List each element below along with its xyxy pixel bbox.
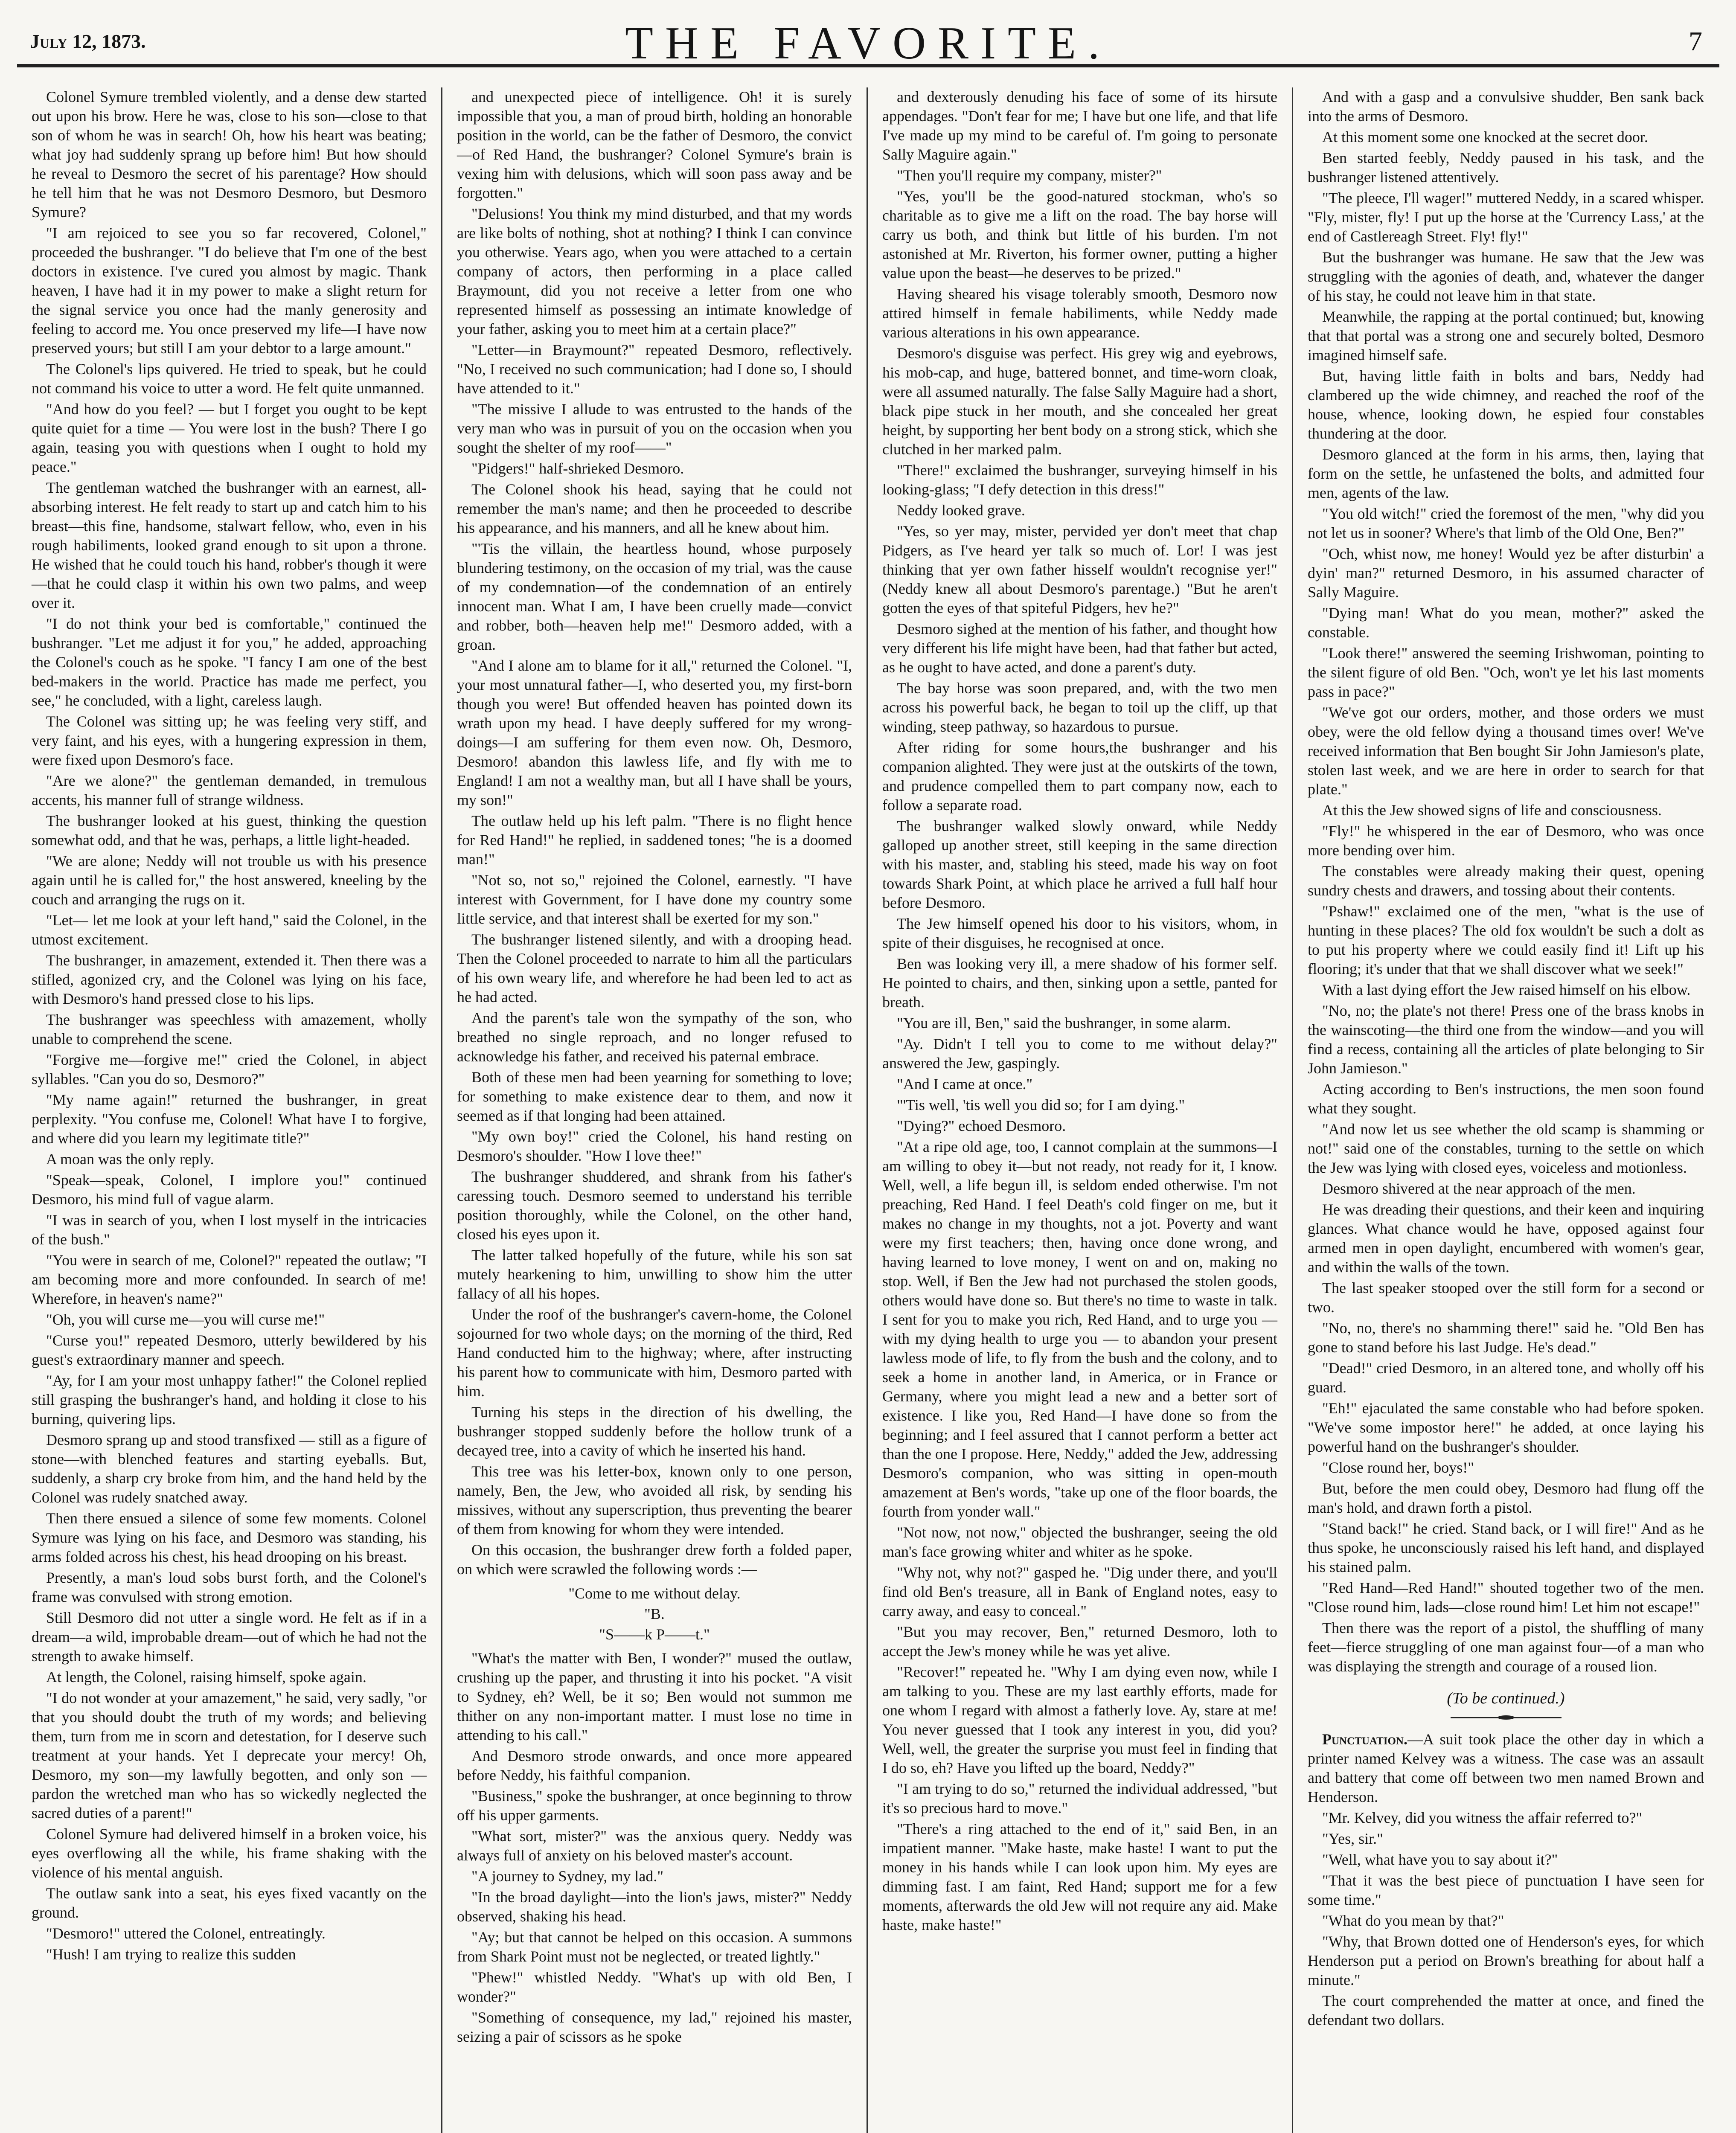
paragraph: "At a ripe old age, too, I cannot complain at the summons—I am willing to obey it—but not ready, not ready for it, I know. Well, well, a life begun ill, is seldom ended otherwise. I'm not preaching, Red Hand. I feel Death's cold finger on me, but it makes no change in my thoughts, not a jot. Poverty and want were my first teachers; then, having once done wrong, and having learned to love money, I went on and on, making no stop. Well, if Ben the Jew had not purchased the stolen goods, others would have done so. But there's no time to waste in talk. I sent for you to make you rich, Red Hand, and to urge you — with my dying health to urge you — to abandon your present lawless mode of life, to fly from the bush and the colony, and to seek a home in another land, in America, or in France or Germany, where you might lead a new and a better sort of existence. I like you, Red Hand—I have done so from the beginning; and I feel assured that I cannot perform a better act than the one I propose. Here, Neddy," added the Jew, addressing Desmoro's companion, who was sitting in open-mouth amazement at Ben's words, "take up one of the floor boards, the fourth from yonder wall." [882,1138,1277,1520]
paragraph: "Pshaw!" exclaimed one of the men, "what is the use of hunting in these places? The old fox wouldn't be such a dolt as to put his property where we could easily find it! Lift up his flooring; it's under that that we shall discover what we seek!" [1308,903,1704,977]
to-be-continued: (To be continued.) [1447,1689,1565,1707]
paragraph: "Something of consequence, my lad," rejoined his master, seizing a pair of scissors as he spoke [457,2009,852,2045]
paragraph: "Are we alone?" the gentleman demanded, in tremulous accents, his manner full of strange wildness. [32,772,427,808]
paragraph: The bushranger shuddered, and shrank from his father's caressing touch. Desmoro seemed to understand his terrible position thoroughly, while the Colonel, on the other hand, closed his eyes upon it. [457,1168,852,1243]
paragraph: "But you may recover, Ben," returned Desmoro, loth to accept the Jew's money while he was yet alive. [882,1623,1277,1659]
paragraph: The constables were already making their quest, opening sundry chests and drawers, and tossing about their contents. [1308,863,1704,899]
paragraph: This tree was his letter-box, known only to one person, namely, Ben, the Jew, who avoided all risk, by sending his missives, without any superscription, thus preventing the bearer of them from knowing for whom they were intended. [457,1463,852,1537]
paragraph: "Dying?" echoed Desmoro. [897,1117,1066,1134]
paragraph: "Oh, you will curse me—you will curse me!" [46,1311,325,1328]
letter-line: "B. [644,1605,665,1622]
punctuation-item-body [1308,1808,1704,2030]
paragraph: and dexterously denuding his face of some of its hirsute appendages. "Don't fear for me; I have but one life, and that life I've made up my mind to be careful of. I'm going to personate Sally Maguire again." [882,88,1277,163]
paragraph: The bushranger listened silently, and with a drooping head. Then the Colonel proceeded to narrate to him all the particulars of his own weary life, and wherefore he had been led to act as he had acted. [457,931,852,1005]
paragraph: Desmoro shivered at the near approach of the men. [1322,1180,1636,1197]
paragraph: The outlaw held up his left palm. "There is no flight hence for Red Hand!" he replied, in saddened tones; "he is a doomed man!" [457,812,852,868]
paragraph: "No, no, there's no shamming there!" said he. "Old Ben has gone to stand before his last Judge. He's dead." [1308,1319,1704,1356]
paragraph: "Och, whist now, me honey! Would yez be after disturbin' a dyin' man?" returned Desmoro, in his assumed character of Sally Maguire. [1308,545,1704,601]
paragraph: "Fly!" he whispered in the ear of Desmoro, who was once more bending over him. [1308,822,1704,859]
paragraph: Ben started feebly, Neddy paused in his task, and the bushranger listened attentively. [1308,149,1704,186]
paragraph: Neddy looked grave. [897,502,1025,519]
paragraph: "Yes, you'll be the good-natured stockman, who's so charitable as to give me a lift on the road. The bay horse will carry us both, and think but little of his burden. I'm not astonished at Mr. Riverton, his former owner, putting a higher value upon the beast—he deserves to be prized." [882,188,1277,282]
paragraph: "Business," spoke the bushranger, at once beginning to throw off his upper garments. [457,1787,852,1824]
paragraph: And Desmoro strode onwards, and once more appeared before Neddy, his faithful companion. [457,1747,852,1784]
paragraph: "What sort, mister?" was the anxious query. Neddy was always full of anxiety on his beloved master's account. [457,1828,852,1864]
paragraph: "'Tis well, 'tis well you did so; for I am dying." [897,1096,1185,1113]
paragraph: At length, the Colonel, raising himself, spoke again. [46,1668,366,1685]
paragraph: "Close round her, boys!" [1322,1459,1474,1476]
paragraph: "Dead!" cried Desmoro, in an altered tone, and wholly off his guard. [1308,1360,1704,1396]
paragraph: "What's the matter with Ben, I wonder?" mused the outlaw, crushing up the paper, and thrusting it into his pocket. "A visit to Sydney, eh? Well, be it so; Ben would not summon me thither on any non-important matter. I must lose no time in attending to his call." [457,1650,852,1744]
issue-date: July 12, 1873. [30,30,146,52]
paragraph: Both of these men had been yearning for something to love; for something to make existence dear to them, and now it seemed as if that longing had been attained. [457,1069,852,1124]
punctuation-item-lead [1308,1730,1704,1807]
paragraph: "Why, that Brown dotted one of Henderson's eyes, for which Henderson put a period on Brown's breathing for about half a minute." [1308,1933,1704,1988]
paragraph: "Well, what have you to say about it?" [1322,1851,1558,1868]
newspaper-title: THE FAVORITE. [625,18,1111,69]
paragraph: Still Desmoro did not utter a single word. He felt as if in a dream—a wild, improbable dream—out of which he had not the strength to awake himself. [32,1609,427,1665]
paragraph: "I do not wonder at your amazement," he said, very sadly, "or that you should doubt the truth of my words; and believing them, turn from me in scorn and detestation, for I deserve such treatment at your hands. Yet I deprecate your mercy! Oh, Desmoro, my son—my lawfully begotten, and only son — pardon the wretched man who has so wickedly neglected the sacred duties of a parent!" [32,1689,427,1822]
column-2-body [457,87,852,1579]
paragraph: The court comprehended the matter at once, and fined the defendant two dollars. [1308,1992,1704,2028]
paragraph: Colonel Symure had delivered himself in a broken voice, his eyes overflowing all the while, his frame shaking with the violence of his mental anguish. [32,1825,427,1881]
masthead [17,0,1719,67]
paragraph: "We've got our orders, mother, and those orders we must obey, were the old fellow dying a thousand times over! We've received information that Ben bought Sir John Jamieson's plate, stolen last week, and we are here in order to search for that plate." [1308,704,1704,798]
column-2 [442,87,868,2133]
paragraph: "Letter—in Braymount?" repeated Desmoro, reflectively. "No, I received no such communication; had I done so, I should have attended to it." [457,341,852,397]
paragraph: "My name again!" returned the bushranger, in great perplexity. "You confuse me, Colonel! What have I to forgive, and where did you learn my legitimate title?" [32,1091,427,1147]
column-1 [17,87,442,2133]
section-divider [1451,1715,1562,1720]
paragraph: "And how do you feel? — but I forget you ought to be kept quite quiet for a time — You were lost in the bush? There I go again, teasing you with questions when I ought to hold my peace." [32,401,427,475]
paragraph: "In the broad daylight—into the lion's jaws, mister?" Neddy observed, shaking his head. [457,1889,852,1925]
column-2-body-continued [457,1649,852,2046]
article-columns [17,87,1719,2133]
paragraph: "Then you'll require my company, mister?" [897,167,1162,184]
paragraph: At this moment some one knocked at the secret door. [1322,128,1648,145]
paragraph: Having sheared his visage tolerably smooth, Desmoro now attired himself in female habiliments, while Neddy made various alterations in his own appearance. [882,285,1277,341]
paragraph: Then there was the report of a pistol, the shuffling of many feet—fierce struggling of one man against four—of a man who was displaying the strength and courage of a roused lion. [1308,1619,1704,1675]
paragraph: The latter talked hopefully of the future, while his son sat mutely hearkening to him, unwilling to show him the utter fallacy of all his hopes. [457,1247,852,1302]
paragraph: Under the roof of the bushranger's cavern-home, the Colonel sojourned for two whole days; on the morning of the third, Red Hand conducted him to the highway; where, after instructing his parent how to communicate with him, Desmoro parted with him. [457,1306,852,1400]
paragraph: The outlaw sank into a seat, his eyes fixed vacantly on the ground. [32,1885,427,1921]
paragraph: The Colonel shook his head, saying that he could not remember the man's name; and then he proceeded to describe his appearance, and his manners, and all he knew about him. [457,481,852,536]
paragraph: "'Tis the villain, the heartless hound, whose purposely blundering testimony, on the occasion of my trial, was the cause of my condemnation—of the condemnation of an entirely innocent man. What I am, I have been cruelly made—convict and robber, both—heaven help me!" Desmoro added, with a groan. [457,540,852,653]
paragraph: With a last dying effort the Jew raised himself on his elbow. [1322,981,1691,998]
paragraph: He was dreading their questions, and their keen and inquiring glances. What chance would he have, opposed against four armed men in open daylight, encumbered with women's gear, and within the walls of the town. [1308,1201,1704,1276]
paragraph: "Red Hand—Red Hand!" shouted together two of the men. "Close round him, lads—close round him! Let him not escape!" [1308,1579,1704,1616]
paragraph: Desmoro sprang up and stood transfixed — still as a figure of stone—with blenched features and starting eyeballs. But, suddenly, a sharp cry broke from him, and the hand held by the Colonel was rudely snatched away. [32,1431,427,1506]
scrawled-letter [457,1583,852,1645]
paragraph: "Curse you!" repeated Desmoro, utterly bewildered by his guest's extraordinary manner and speech. [32,1332,427,1368]
paragraph: But the bushranger was humane. He saw that the Jew was struggling with the agonies of death, and, whatever the danger of his stay, he could not leave him in that state. [1308,249,1704,304]
paragraph: "Why not, why not?" gasped he. "Dig under there, and you'll find old Ben's treasure, all in Bank of England notes, easy to carry away, and easy to conceal." [882,1564,1277,1619]
paragraph: "Stand back!" he cried. Stand back, or I will fire!" And as he thus spoke, he unconsciously raised his left hand, and displayed his stained palm. [1308,1520,1704,1575]
paragraph: "And I alone am to blame for it all," returned the Colonel. "I, your most unnatural father—I, who deserted you, my first-born though you were! But offended heaven has pointed down its wrath upon my head. I have deeply suffered for my wrong-doings—I am suffering for them even now. Oh, Desmoro, Desmoro! abandon this lawless life, and fly with me to England! I am not a wealthy man, but all I have shall be yours, my son!" [457,657,852,808]
paragraph: The Colonel's lips quivered. He tried to speak, but he could not command his voice to utter a word. He felt quite unmanned. [32,360,427,397]
paragraph: But, having little faith in bolts and bars, Neddy had clambered up the wide chimney, and reached the roof of the house, whence, looking down, he espied four constables thundering at the door. [1308,367,1704,442]
paragraph: "My own boy!" cried the Colonel, his hand resting on Desmoro's shoulder. "How I love thee!" [457,1128,852,1164]
paragraph: "Dying man! What do you mean, mother?" asked the constable. [1308,604,1704,641]
paragraph: The bay horse was soon prepared, and, with the two men across his powerful back, he began to toil up the cliff, up that winding, steep pathway, so hazardous to pursue. [882,680,1277,735]
paragraph: "Not now, not now," objected the bushranger, seeing the old man's face growing whiter and whiter as he spoke. [882,1524,1277,1560]
paragraph: and unexpected piece of intelligence. Oh! it is surely impossible that you, a man of proud birth, holding an honorable position in the world, can be the father of Desmoro, the convict—of Red Hand, the bushranger? Colonel Symure's brain is vexing him with delusions, which will soon pass away and be forgotten." [457,88,852,201]
page-number: 7 [1689,26,1702,56]
punctuation-heading: Punctuation. [1322,1731,1407,1748]
paragraph: "Pidgers!" half-shrieked Desmoro. [471,460,684,477]
punctuation-lead-text: —A suit took place the other day in which a printer named Kelvey was a witness. The case was an assault and battery that come off between two men named Brown and Henderson. [1308,1731,1704,1805]
paragraph: Acting according to Ben's instructions, the men soon found what they sought. [1308,1081,1704,1117]
paragraph: Then there ensued a silence of some few moments. Colonel Symure was lying on his face, and Desmoro was standing, his arms folded across his chest, his head drooping on his breast. [32,1510,427,1565]
paragraph: "Look there!" answered the seeming Irishwoman, pointing to the silent figure of old Ben. "Och, won't ye let his last moments pass in pace?" [1308,645,1704,700]
paragraph: "Phew!" whistled Neddy. "What's up with old Ben, I wonder?" [457,1969,852,2005]
paragraph: At this the Jew showed signs of life and consciousness. [1322,802,1662,819]
paragraph: "There's a ring attached to the end of it," said Ben, in an impatient manner. "Make haste, make haste! I want to put the money in his hands while I can look upon him. My eyes are dimming fast. I am faint, Red Hand; support me for a few moments, afterwards the old Jew will not require any aid. Make haste, make haste!" [882,1820,1277,1933]
paragraph: "What do you mean by that?" [1322,1912,1504,1929]
paragraph: "I am rejoiced to see you so far recovered, Colonel," proceeded the bushranger. "I do believe that I'm one of the best doctors in existence. I've cured you almost by magic. Thank heaven, I have had it in my power to make a slight return for the signal service you once had the manly generosity and feeling to accord me. You once preserved my life—I have now preserved yours; but still I am your debtor to a large amount." [32,224,427,357]
paragraph: "I do not think your bed is comfortable," continued the bushranger. "Let me adjust it for you," he added, approaching the Colonel's couch as he spoke. "I fancy I am one of the best bed-makers in the world. Practice has made me perfect, you see," he concluded, with a light, careless laugh. [32,615,427,709]
paragraph: "And now let us see whether the old scamp is shamming or not!" said one of the constables, turning to the settle on which the Jew was lying with closed eyes, voiceless and motionless. [1308,1121,1704,1176]
paragraph: "I am trying to do so," returned the individual addressed, "but it's so precious hard to move." [882,1780,1277,1816]
paragraph: "We are alone; Neddy will not trouble us with his presence again until he is called for," the host answered, kneeling by the couch and arranging the rugs on it. [32,852,427,908]
paragraph: "Hush! I am trying to realize this sudden [46,1946,296,1963]
paragraph: "Yes, sir." [1322,1830,1383,1847]
paragraph: "Mr. Kelvey, did you witness the affair referred to?" [1322,1809,1643,1826]
paragraph: The last speaker stooped over the still form for a second or two. [1308,1279,1704,1316]
paragraph: The gentleman watched the bushranger with an earnest, all-absorbing interest. He felt ready to start up and catch him to his breast—this fine, handsome, stalwart fellow, who, even in his rough habiliments, looked grand enough to sit upon a throne. He wished that he could touch his hand, robber's though it were—that he could clasp it within his own two palms, and weep over it. [32,479,427,611]
paragraph: Ben was looking very ill, a mere shadow of his former self. He pointed to chairs, and then, sinking upon a settle, panted for breath. [882,955,1277,1011]
paragraph: "Desmoro!" uttered the Colonel, entreatingly. [46,1925,326,1942]
paragraph: Desmoro glanced at the form in his arms, then, laying that form on the settle, he unfastened the bolts, and admitted four men, agents of the law. [1308,446,1704,501]
paragraph: Colonel Symure trembled violently, and a dense dew started out upon his brow. Here he was, close to his son—close to that son of whom he was in search! Oh, how his heart was beating; what joy had suddenly sprang up before him! But how should he reveal to Desmoro the secret of his parentage? How should he tell him that he was not Desmoro Desmoro, but Desmoro Symure? [32,88,427,221]
paragraph: And with a gasp and a convulsive shudder, Ben sank back into the arms of Desmoro. [1308,88,1704,125]
column-1-body [32,87,427,1964]
paragraph: "No, no; the plate's not there! Press one of the brass knobs in the wainscoting—the third one from the window—and you will find a recess, containing all the articles of plate belonging to Sir John Jamieson." [1308,1002,1704,1077]
paragraph: After riding for some hours,the bushranger and his companion alighted. They were just at the outskirts of the town, and prudence compelled them to part company now, each to follow a separate road. [882,739,1277,814]
letter-line: "S——k P——t." [599,1626,710,1643]
paragraph: "The pleece, I'll wager!" muttered Neddy, in a scared whisper. "Fly, mister, fly! I put up the horse at the 'Currency Lass,' at the end of Castlereagh Street. Fly! fly!" [1308,189,1704,245]
paragraph: "Ay; but that cannot be helped on this occasion. A summons from Shark Point must not be neglected, or treated lightly." [457,1929,852,1965]
paragraph: "The missive I allude to was entrusted to the hands of the very man who was in pursuit of you on the occasion when you sought the shelter of my roof——" [457,401,852,456]
paragraph: "A journey to Sydney, my lad." [471,1868,664,1885]
paragraph: "Not so, not so," rejoined the Colonel, earnestly. "I have interest with Government, for I have done my country some little service, and that interest shall be exerted for my son." [457,872,852,927]
paragraph: "You were in search of me, Colonel?" repeated the outlaw; "I am becoming more and more confounded. In search of me! Wherefore, in heaven's name?" [32,1252,427,1307]
paragraph: "There!" exclaimed the bushranger, surveying himself in his looking-glass; "I defy detection in this dress!" [882,462,1277,498]
paragraph: "Speak—speak, Colonel, I implore you!" continued Desmoro, his mind full of vague alarm. [32,1171,427,1208]
paragraph: The bushranger, in amazement, extended it. Then there was a stifled, agonized cry, and the Colonel was lying on his face, with Desmoro's hand pressed close to his lips. [32,952,427,1007]
letter-line: "Come to me without delay. [568,1585,741,1602]
paragraph: "And I came at once." [897,1075,1033,1093]
paragraph: The Colonel was sitting up; he was feeling very stiff, and very faint, and his eyes, with a hungering expression in them, were fixed upon Desmoro's face. [32,713,427,768]
paragraph: "You are ill, Ben," said the bushranger, in some alarm. [897,1014,1231,1032]
paragraph: "Ay, for I am your most unhappy father!" the Colonel replied still grasping the bushranger's hand, and holding it close to his burning, quivering lips. [32,1372,427,1427]
paragraph: On this occasion, the bushranger drew forth a folded paper, on which were scrawled the following words :— [457,1541,852,1578]
paragraph: Turning his steps in the direction of his dwelling, the bushranger stopped suddenly before the hollow trunk of a decayed tree, into a cavity of which he inserted his hand. [457,1404,852,1459]
paragraph: Desmoro sighed at the mention of his father, and thought how very different his life might have been, had that father but acted, as he ought to have acted, and done a parent's duty. [882,620,1277,676]
paragraph: "Forgive me—forgive me!" cried the Colonel, in abject syllables. "Can you do so, Desmoro?" [32,1051,427,1087]
paragraph: The bushranger was speechless with amazement, wholly unable to comprehend the scene. [32,1011,427,1047]
paragraph: A moan was the only reply. [46,1151,214,1168]
paragraph: But, before the men could obey, Desmoro had flung off the man's hold, and drawn forth a pistol. [1308,1480,1704,1516]
paragraph: And the parent's tale won the sympathy of the son, who breathed no single reproach, and no longer refused to acknowledge his father, and received his paternal embrace. [457,1009,852,1065]
paragraph: The bushranger looked at his guest, thinking the question somewhat odd, and that he was, perhaps, a little light-headed. [32,812,427,849]
paragraph: "Recover!" repeated he. "Why I am dying even now, while I am talking to you. These are my last earthly efforts, made for one whom I regard with almost a fatherly love. Ay, stare at me! You never guessed that I took any interest in you, did you? Well, well, the greater the surprise you must feel in finding that I do so, eh? Have you lifted up the board, Neddy?" [882,1663,1277,1776]
column-4-body [1308,87,1704,1676]
paragraph: "Let— let me look at your left hand," said the Colonel, in the utmost excitement. [32,912,427,948]
column-3 [868,87,1293,2133]
paragraph: "You old witch!" cried the foremost of the men, "why did you not let us in sooner? Where's that limb of the Old One, Ben?" [1308,505,1704,541]
column-3-body [882,87,1277,1935]
paragraph: "Delusions! You think my mind disturbed, and that my words are like bolts of nothing, shot at nothing? I think I can convince you otherwise. Years ago, when you were attached to a certain company of actors, then performing in a place called Braymount, did you not receive a letter from one who represented himself as possessing an intimate knowledge of your father, asking you to meet him at a certain place?" [457,205,852,337]
paragraph: The bushranger walked slowly onward, while Neddy galloped up another street, still keeping in the same direction with his master, and, stabling his steed, made his way on foot towards Shark Point, at which place he arrived a full half hour before Desmoro. [882,817,1277,911]
paragraph: "Yes, so yer may, mister, pervided yer don't meet that chap Pidgers, as I've heard yer talk so much of. Lor! I was jest thinking that yer own father hisself wouldn't recognise yer!" (Neddy knew all about Desmoro's parentage.) "But he aren't gotten the eyes of that spiteful Pidgers, hev he?" [882,523,1277,616]
paragraph: "That it was the best piece of punctuation I have seen for some time." [1308,1872,1704,1908]
paragraph: The Jew himself opened his door to his visitors, whom, in spite of their disguises, he recognised at once. [882,915,1277,951]
paragraph: "I was in search of you, when I lost myself in the intricacies of the bush." [32,1212,427,1248]
column-4 [1293,87,1719,2133]
paragraph: "Ay. Didn't I tell you to come to me without delay?" answered the Jew, gaspingly. [882,1035,1277,1072]
paragraph: Desmoro's disguise was perfect. His grey wig and eyebrows, his mob-cap, and huge, battered bonnet, and time-worn cloak, were all assumed naturally. The false Sally Maguire had a short, black pipe stuck in her mouth, and she concealed her great height, by supporting her bent body on a strong stick, which she clutched in her marked palm. [882,345,1277,458]
paragraph: Presently, a man's loud sobs burst forth, and the Colonel's frame was convulsed with strong emotion. [32,1569,427,1605]
paragraph: Meanwhile, the rapping at the portal continued; but, knowing that that portal was a strong one and securely bolted, Desmoro imagined himself safe. [1308,308,1704,363]
paragraph: "Eh!" ejaculated the same constable who had before spoken. "We've some impostor here!" he added, at once laying his powerful hand on the bushranger's shoulder. [1308,1400,1704,1455]
